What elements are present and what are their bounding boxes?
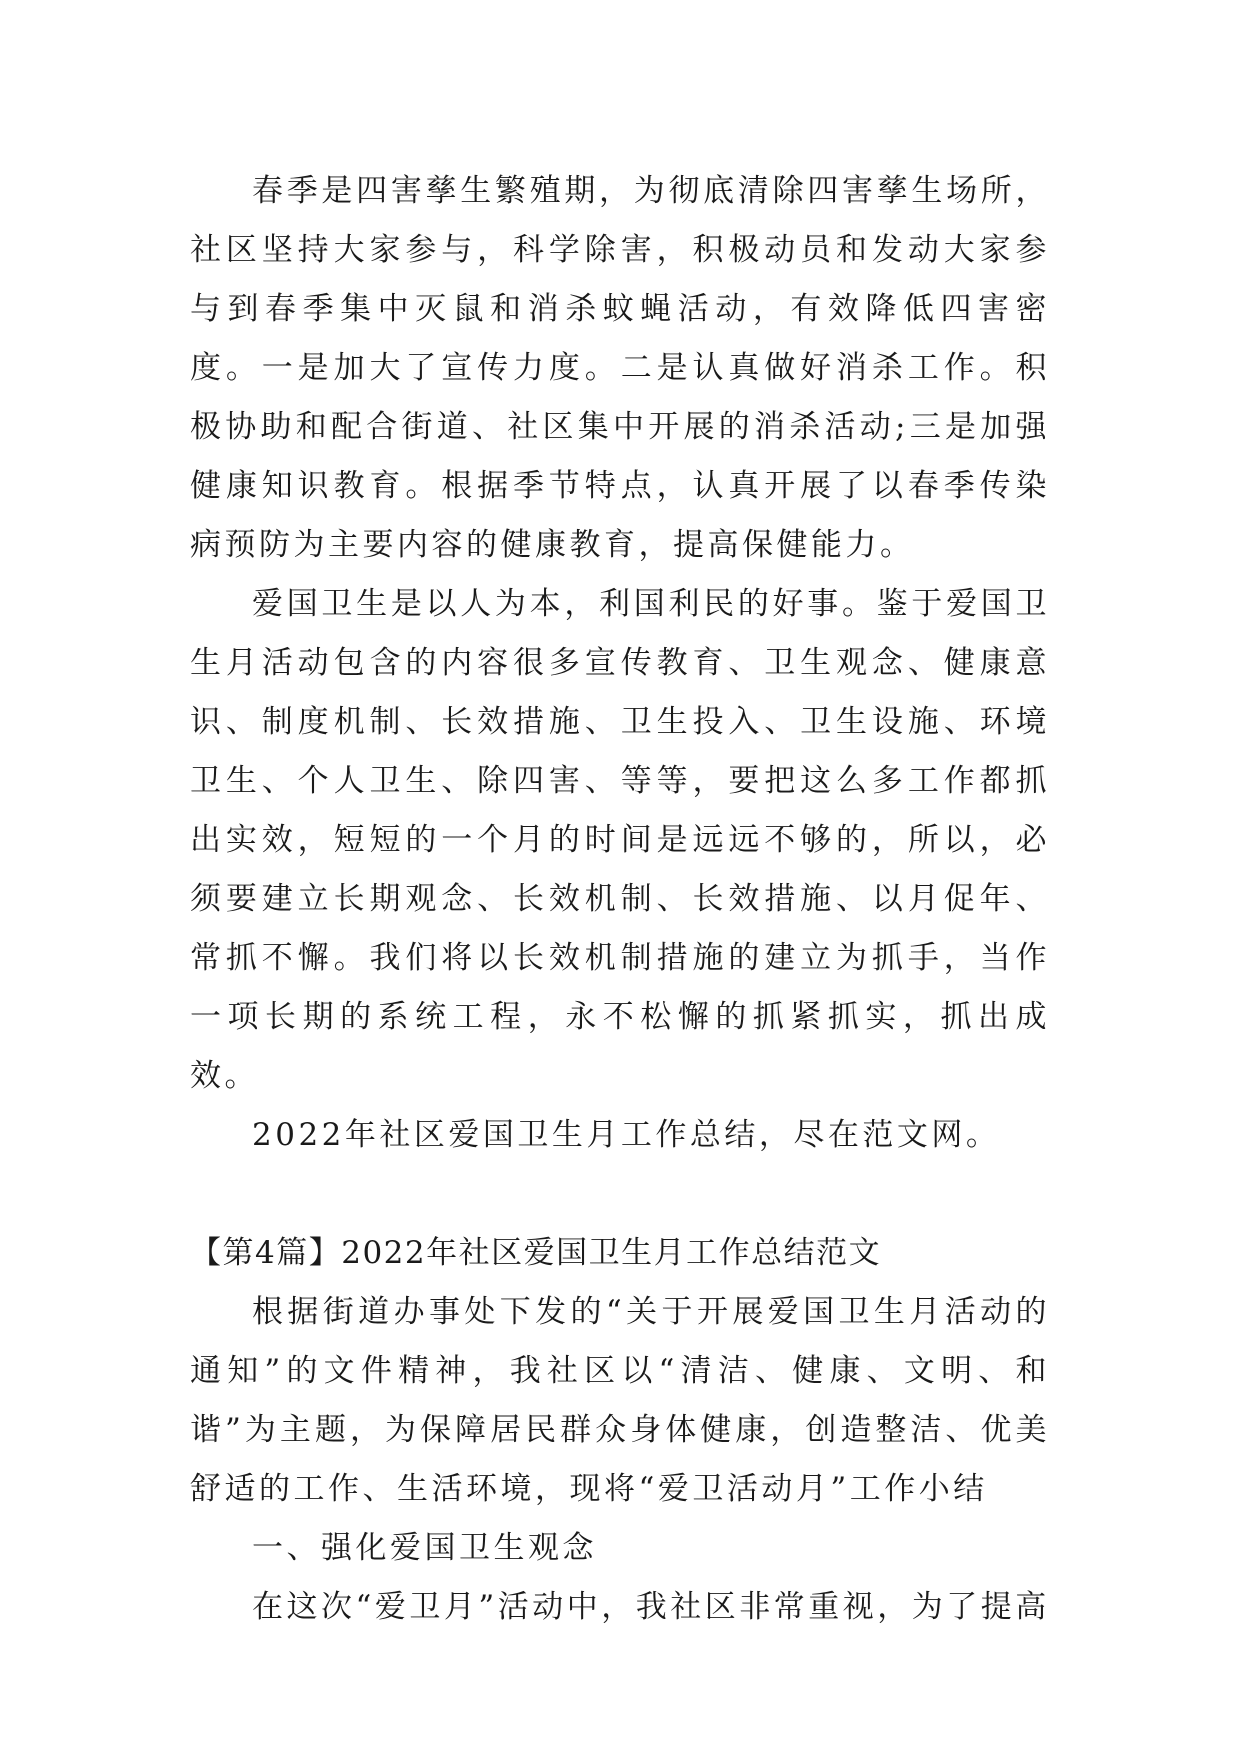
paragraph-pest-control: 春季是四害孳生繁殖期，为彻底清除四害孳生场所，社区坚持大家参与，科学除害，积极动员和发动大家参与到春季集中灭鼠和消杀蚊蝇活动，有效降低四害密度。一是加大了宣传力度。二是认真做好消杀工作。积极协助和配合街道、社区集中开展的消杀活动;三是加强健康知识教育。根据季节特点，认真开展了以春季传染病预防为主要内容的健康教育，提高保健能力。 [190,173,1050,563]
section-heading: 【第4篇】2022年社区爱国卫生月工作总结范文 [190,1235,882,1271]
subheading-strengthen-concept: 一、强化爱国卫生观念 [252,1530,597,1566]
paragraph-patriotic-hygiene: 爱国卫生是以人为本，利国利民的好事。鉴于爱国卫生月活动包含的内容很多宣传教育、卫生观念、健康意识、制度机制、长效措施、卫生投入、卫生设施、环境卫生、个人卫生、除四害、等等，要把这么多工作都抓出实效，短短的一个月的时间是远远不够的，所以，必须要建立长期观念、长效机制、长效措施、以月促年、常抓不懈。我们将以长效机制措施的建立为抓手，当作一项长期的系统工程，永不松懈的抓紧抓实，抓出成效。 [190,586,1050,1094]
paragraph-intro: 根据街道办事处下发的“关于开展爱国卫生月活动的通知”的文件精神，我社区以“清洁、健康、文明、和谐”为主题，为保障居民群众身体健康，创造整洁、优美舒适的工作、生活环境，现将“爱卫活动月”工作小结 [190,1294,1050,1507]
document-body [190,162,1050,1637]
paragraph-closing-note: 2022年社区爱国卫生月工作总结，尽在范文网。 [252,1117,1001,1153]
paragraph-activity-start: 在这次“爱卫月”活动中，我社区非常重视，为了提高 [252,1589,1050,1625]
section-spacer [190,1165,1050,1224]
